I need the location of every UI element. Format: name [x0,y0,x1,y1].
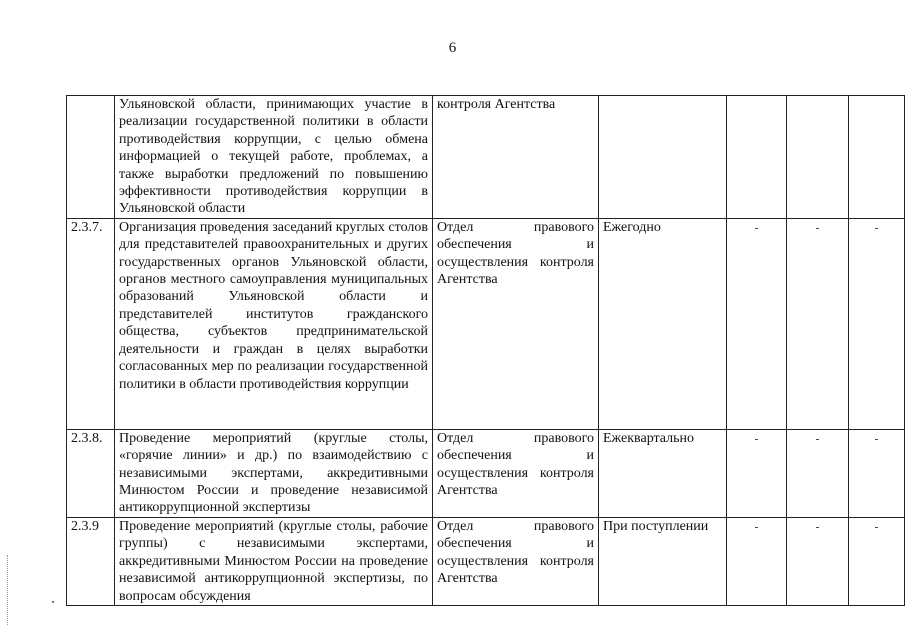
funding-cell [787,517,849,605]
term-cell: Ежеквартально [599,429,727,517]
dash-mark: - [754,221,759,234]
funding-cell [849,429,905,517]
executor-cell: Отдел правового обеспечения и осуществления контроля Агентства [433,218,599,429]
funding-cell [849,96,905,219]
table-row [67,218,905,429]
dash-mark: - [754,520,759,533]
table-row [67,429,905,517]
table-row [67,517,905,605]
executor-cell: Отдел правового обеспечения и осуществления контроля Агентства [433,429,599,517]
term-cell: Ежегодно [599,218,727,429]
dash-mark: - [874,520,879,533]
dash-mark: - [815,221,820,234]
scan-margin-artifact [7,555,10,625]
item-number-cell: 2.3.9 [67,517,115,605]
table-row [67,96,905,219]
item-number-cell [67,96,115,219]
item-number-cell: 2.3.7. [67,218,115,429]
dash-mark: - [815,432,820,445]
funding-cell [787,96,849,219]
funding-cell [787,429,849,517]
dash-mark: - [754,432,759,445]
funding-cell [849,517,905,605]
dash-mark: - [815,520,820,533]
scan-dot-artifact [52,601,54,603]
page-number: 6 [448,40,457,56]
dash-mark: - [874,432,879,445]
item-number-cell: 2.3.8. [67,429,115,517]
funding-cell [787,218,849,429]
term-cell: При поступлении [599,517,727,605]
description-cell: Проведение мероприятий (круглые столы, рабочие группы) с независимыми экспертами, аккредитивными Минюстом России на проведение независимой антикоррупционной экспертизы, по вопросам обсуждения [115,517,433,605]
term-cell [599,96,727,219]
dash-mark: - [874,221,879,234]
plan-table [66,95,905,606]
executor-cell: контроля Агентства [433,96,599,219]
description-cell: Проведение мероприятий (круглые столы, «горячие линии» и др.) по взаимодействию с независимыми экспертами, аккредитивными Минюстом России и проведение независимой антикоррупционной экспертизы [115,429,433,517]
description-cell: Организация проведения заседаний круглых столов для представителей правоохранительных и других государственных органов Ульяновской области, органов местного самоуправления муниципальных образований Ульяновской области и представителей институтов гражданского общества, субъектов предпринимательской деятельности и граждан в целях выработки согласованных мер по реализации государственной политики в области противодействия коррупции [115,218,433,429]
description-cell: Ульяновской области, принимающих участие в реализации государственной политики в области противодействия коррупции, с целью обмена информацией о текущей работе, проблемах, а также выработки предложений по повышению эффективности противодействия коррупции в Ульяновской области [115,96,433,219]
executor-cell: Отдел правового обеспечения и осуществления контроля Агентства [433,517,599,605]
funding-cell [849,218,905,429]
funding-cell [727,218,787,429]
funding-cell [727,96,787,219]
funding-cell [727,429,787,517]
funding-cell [727,517,787,605]
